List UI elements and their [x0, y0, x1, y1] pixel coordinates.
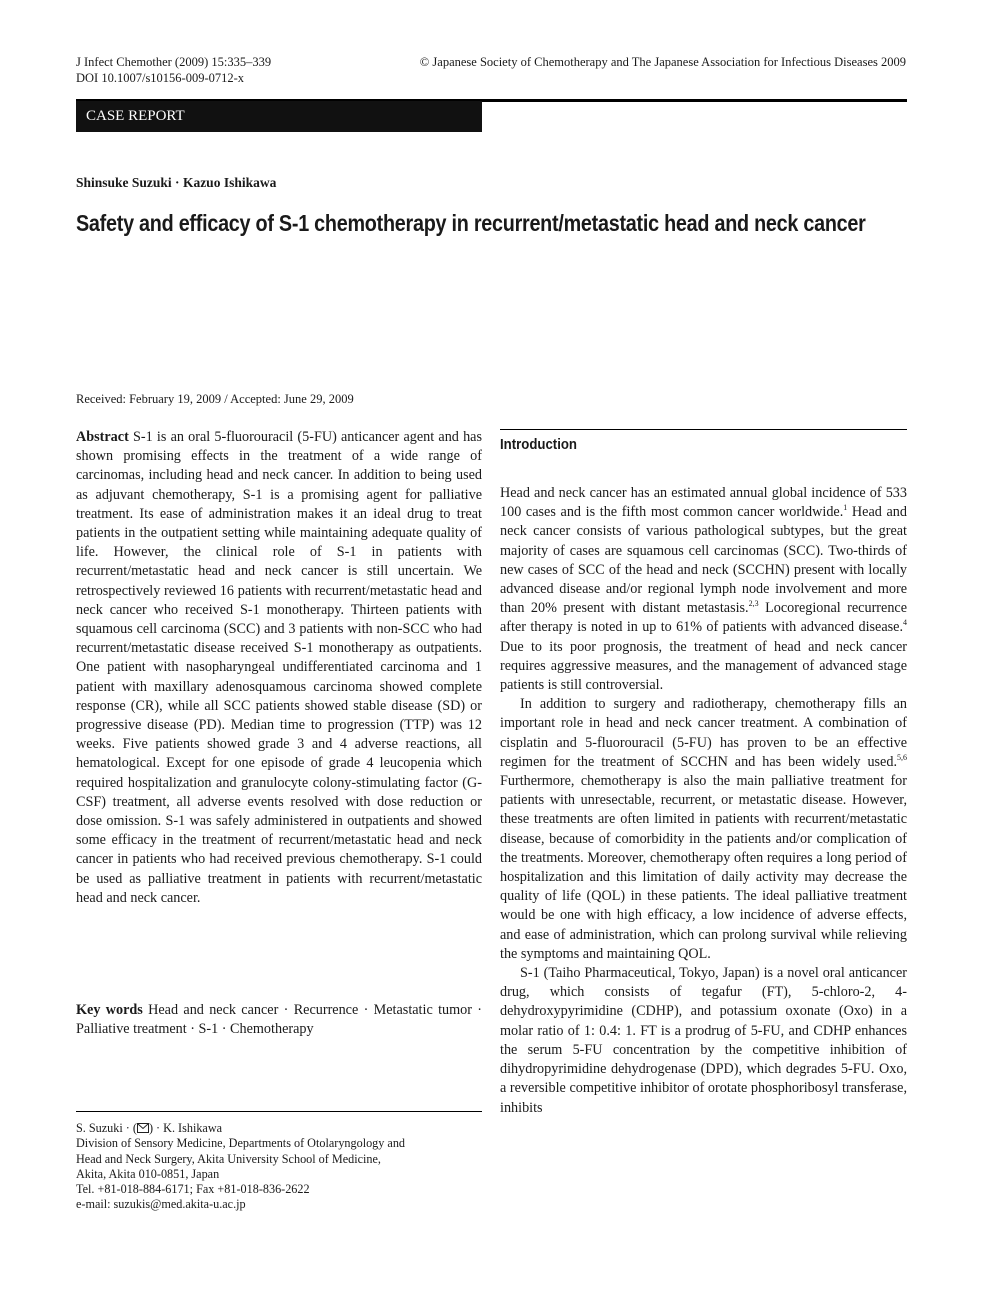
contact-phone-fax: Tel. +81-018-884-6171; Fax +81-018-836-2622 [76, 1182, 310, 1197]
paragraph: S-1 (Taiho Pharmaceutical, Tokyo, Japan) is a novel oral anticancer drug, which consists of tegafur (FT), 5-chloro-2, 4-dehydroxypyrimidine (CDHP), and potassium oxonate (Oxo) in a molar ratio of 1: 0.4: 1. FT is a prodrug of 5-FU, and CDHP enhances the serum 5-FU concentration by the competitive inhibition of dihydropyrimidine dehydrogenase (DPD), which degrades 5-FU. Oxo, a reversible competitive inhibitor of orotate phosphoribosyl transferase, inhibits [500, 965, 907, 1116]
author-list: Shinsuke Suzuki · Kazuo Ishikawa [76, 175, 277, 190]
paragraph: In addition to surgery and radiotherapy, chemotherapy fills an important role in head and neck cancer treatment. A combination of cisplatin and 5-fluorouracil (5-FU) has proven to be an effective regimen for the treatment of SCCHN and has been widely used.$^{5,6}$ Furthermore, chemotherapy is also the main palliative treatment for patients with unresectable, recurrent, or metastatic disease. However, these treatments are often limited in patients with recurrent/metastatic disease, because of comorbidity in the patients and/or complication of the treatments. Moreover, chemotherapy often requires a long period of hospitalization and this limitation of daily activity may decrease the quality of life (QOL) in these patients. The ideal palliative treatment would be one with high efficacy, a low incidence of adverse effects, and ease of administration, which can prolong survival while relieving the symptoms and maintaining QOL. [500, 696, 907, 962]
keywords-text: Head and neck cancer · Recurrence · Metastatic tumor · Palliative treatment · S-1 · Chemotherapy [76, 1002, 483, 1038]
abstract [76, 428, 482, 908]
citation[interactable]: 5,6 [897, 752, 907, 762]
citation[interactable]: 2,3 [748, 599, 759, 609]
abstract-label: Abstract [76, 429, 129, 445]
section-rule [500, 429, 907, 430]
affiliation-authors-b: ) · K. Ishikawa [148, 1121, 223, 1135]
abstract-text: S-1 is an oral 5-fluorouracil (5-FU) anticancer agent and has shown promising effects in the treatment of a wide range of carcinomas, including head and neck cancer. In addition to being used as adjuvant chemotherapy, S-1 is a promising agent for palliative treatment. Its ease of administration makes it an ideal drug to treat patients in the outpatient setting while maintaining adequate quality of life. However, the clinical role of S-1 in patients with recurrent/metastatic head and neck cancer is still uncertain. We retrospectively reviewed 16 patients with recurrent/metastatic head and neck cancer who received S-1 monotherapy. Thirteen patients with squamous cell carcinoma (SCC) and 3 patients with non-SCC who had recurrent/metastatic disease received S-1 monotherapy as outpatients. One patient with nasopharyngeal undifferentiated carcinoma and 1 patient with maxillary adenosquamous carcinoma showed complete response (CR), while all SCC patients showed stable disease (SD) or progressive disease (PD). Median time to progression (TTP) was 12 weeks. Five patients showed grade 3 and 4 adverse reactions, all hematological. Except for one episode of grade 4 leucopenia which required hospitalization and granulocyte colony-stimulating factor (G-CSF) treatment, all adverse events resolved with dose reduction or dose omission. S-1 was safely administered in outpatients and showed some efficacy in the treatment of recurrent/metastatic head and neck cancer in patients who had received previous chemotherapy. S-1 could be used as palliative treatment in patients with recurrent/metastatic head and neck cancer. [76, 429, 482, 906]
affiliation-rule [76, 1111, 482, 1112]
running-header-left [76, 54, 271, 86]
article-title: Safety and efficacy of S-1 chemotherapy in recurrent/metastatic head and neck cancer [76, 210, 866, 236]
keywords-label: Key words [76, 1002, 143, 1018]
introduction-body [500, 484, 907, 1118]
journal-citation: J Infect Chemother (2009) 15:335–339 [76, 55, 272, 69]
envelope-icon [137, 1123, 149, 1133]
author-affiliation [76, 1121, 482, 1213]
article-type-banner: CASE REPORT [76, 101, 482, 132]
affiliation-line: Division of Sensory Medicine, Departments of Otolaryngology and [76, 1136, 406, 1151]
copyright-notice: © Japanese Society of Chemotherapy and The Japanese Association for Infectious Diseases 2009 [419, 55, 906, 69]
doi: DOI 10.1007/s10156-009-0712-x [76, 71, 245, 85]
received-dates: Received: February 19, 2009 / Accepted: June 29, 2009 [76, 392, 354, 406]
citation[interactable]: 4 [903, 618, 907, 628]
keywords [76, 1001, 482, 1039]
affiliation-line: Head and Neck Surgery, Akita University School of Medicine, [76, 1151, 381, 1166]
paragraph: Head and neck cancer has an estimated annual global incidence of 533 100 cases and is the fifth most common cancer worldwide.$^1$ Head and neck cancer consists of various pathological subtypes, but the great majority of cases are squamous cell carcinomas (SCC). Two-thirds of new cases of SCC of the head and neck (SCCHN) present with locally advanced disease and/or regional lymph node involvement and more than 20% present with distant metastasis.$^{2,3}$ Locoregional recurrence after therapy is noted in up to 61% of patients with advanced disease.$^4$ Due to its poor prognosis, the treatment of head and neck cancer requires aggressive measures, and the management of advanced stage patients is still controversial. [500, 485, 908, 694]
citation[interactable]: 1 [843, 503, 848, 513]
affiliation-line: Akita, Akita 010-0851, Japan [76, 1166, 220, 1181]
section-heading-introduction: Introduction [500, 436, 577, 453]
affiliation-authors-a: S. Suzuki · ( [76, 1121, 137, 1135]
contact-email[interactable]: e-mail: suzukis@med.akita-u.ac.jp [76, 1197, 246, 1212]
